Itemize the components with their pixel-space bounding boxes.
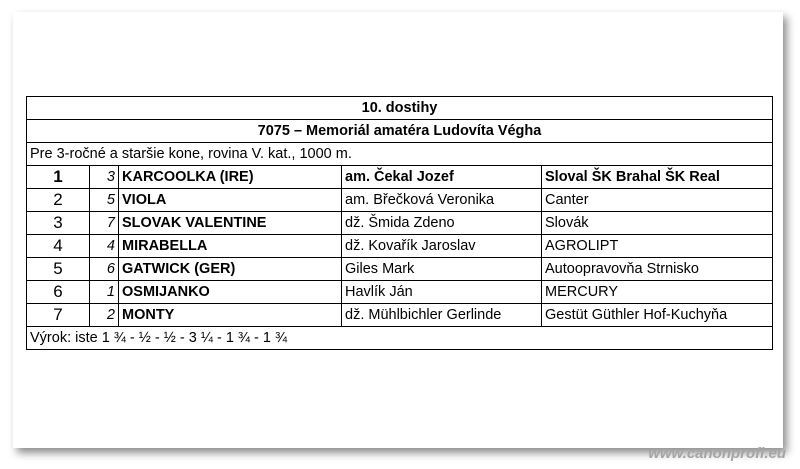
result-jockey: dž. Mühlbichler Gerlinde bbox=[342, 304, 542, 327]
result-start-number: 6 bbox=[90, 258, 119, 281]
result-place: 4 bbox=[27, 235, 90, 258]
result-start-number: 2 bbox=[90, 304, 119, 327]
race-number-title: 10. dostihy bbox=[27, 97, 773, 120]
verdict-row bbox=[27, 327, 773, 350]
result-owner: Sloval ŠK Brahal ŠK Real bbox=[542, 166, 773, 189]
result-start-number: 3 bbox=[90, 166, 119, 189]
result-place: 6 bbox=[27, 281, 90, 304]
result-owner: AGROLIPT bbox=[542, 235, 773, 258]
result-jockey: Giles Mark bbox=[342, 258, 542, 281]
result-jockey: am. Čekal Jozef bbox=[342, 166, 542, 189]
race-name-row bbox=[27, 120, 773, 143]
result-start-number: 5 bbox=[90, 189, 119, 212]
race-number-row bbox=[27, 97, 773, 120]
result-horse: MONTY bbox=[119, 304, 342, 327]
result-place: 2 bbox=[27, 189, 90, 212]
result-row bbox=[27, 166, 773, 189]
result-start-number: 1 bbox=[90, 281, 119, 304]
result-place: 5 bbox=[27, 258, 90, 281]
race-verdict: Výrok: iste 1 ¾ - ½ - ½ - 3 ¼ - 1 ¾ - 1 ¾ bbox=[27, 327, 773, 350]
result-horse: MIRABELLA bbox=[119, 235, 342, 258]
result-horse: OSMIJANKO bbox=[119, 281, 342, 304]
result-row bbox=[27, 304, 773, 327]
result-row bbox=[27, 281, 773, 304]
result-owner: Gestüt Güthler Hof-Kuchyňa bbox=[542, 304, 773, 327]
result-jockey: dž. Kovařík Jaroslav bbox=[342, 235, 542, 258]
result-row bbox=[27, 189, 773, 212]
result-place: 1 bbox=[27, 166, 90, 189]
result-jockey: Havlík Ján bbox=[342, 281, 542, 304]
result-jockey: dž. Šmida Zdeno bbox=[342, 212, 542, 235]
result-place: 3 bbox=[27, 212, 90, 235]
race-results-table bbox=[26, 96, 773, 350]
result-start-number: 7 bbox=[90, 212, 119, 235]
result-row bbox=[27, 235, 773, 258]
result-place: 7 bbox=[27, 304, 90, 327]
race-conditions-row bbox=[27, 143, 773, 166]
race-name: 7075 – Memoriál amatéra Ludovíta Végha bbox=[27, 120, 773, 143]
result-owner: Slovák bbox=[542, 212, 773, 235]
result-horse: KARCOOLKA (IRE) bbox=[119, 166, 342, 189]
result-owner: MERCURY bbox=[542, 281, 773, 304]
result-horse: VIOLA bbox=[119, 189, 342, 212]
result-horse: GATWICK (GER) bbox=[119, 258, 342, 281]
watermark: www.canonprofi.eu bbox=[648, 445, 786, 462]
result-owner: Canter bbox=[542, 189, 773, 212]
result-owner: Autoopravovňa Strnisko bbox=[542, 258, 773, 281]
result-start-number: 4 bbox=[90, 235, 119, 258]
race-conditions: Pre 3-ročné a staršie kone, rovina V. kat., 1000 m. bbox=[27, 143, 773, 166]
result-row bbox=[27, 212, 773, 235]
result-jockey: am. Břečková Veronika bbox=[342, 189, 542, 212]
result-row bbox=[27, 258, 773, 281]
result-horse: SLOVAK VALENTINE bbox=[119, 212, 342, 235]
